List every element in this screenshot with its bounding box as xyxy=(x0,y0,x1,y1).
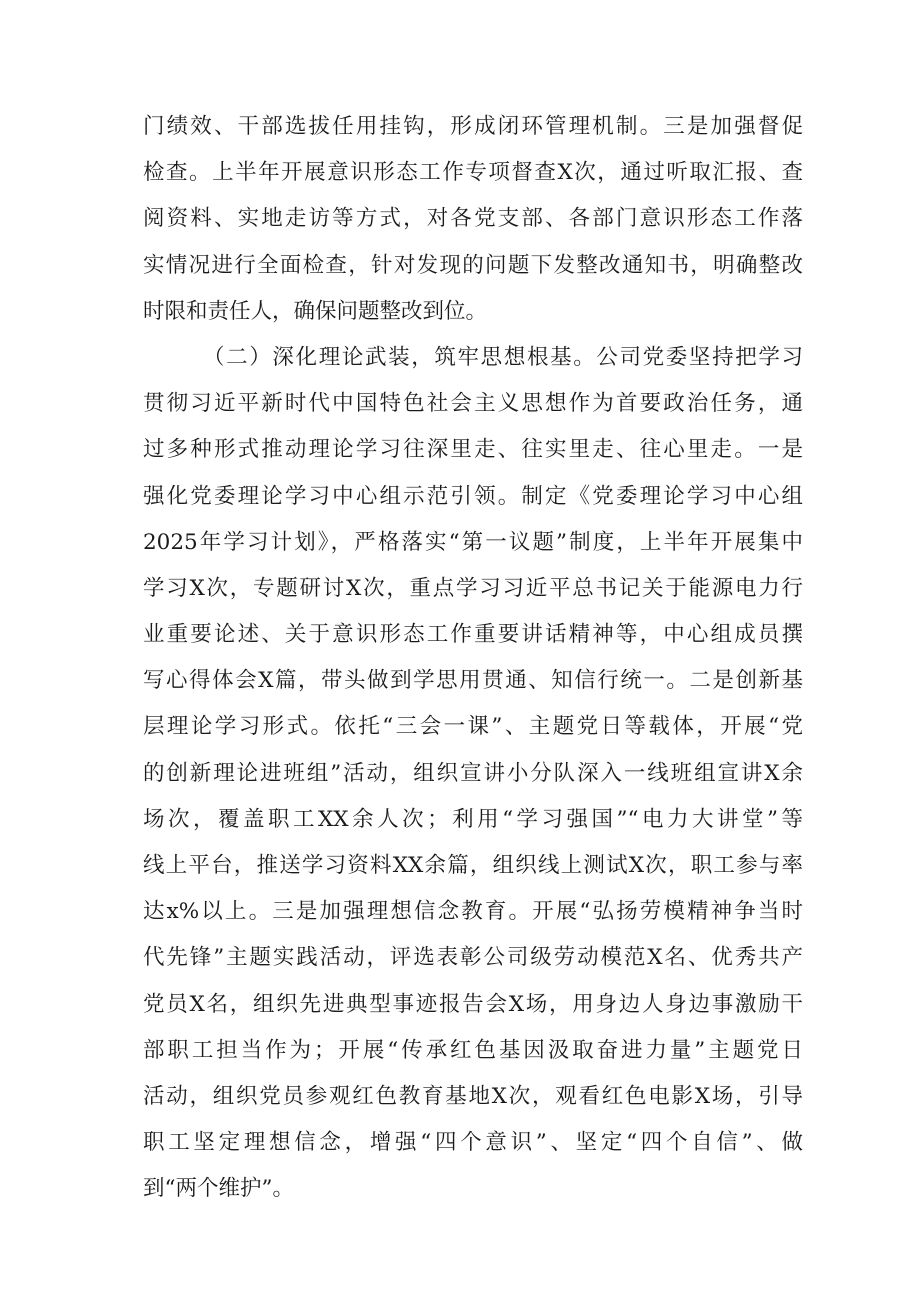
text-line: 过多种形式推动理论学习往深里走、往实里走、往心里走。一是 xyxy=(143,437,803,463)
text-line: 学习X次，专题研讨X次，重点学习习近平总书记关于能源电力行 xyxy=(143,575,803,601)
text-line: 时限和责任人，确保问题整改到位。 xyxy=(143,298,488,324)
text-line: 部职工担当作为；开展“传承红色基因汲取奋进力量”主题党日 xyxy=(143,1037,803,1063)
text-line: 业重要论述、关于意识形态工作重要讲话精神等，中心组成员撰 xyxy=(143,622,803,648)
text-line: 代先锋”主题实践活动，评选表彰公司级劳动模范X名、优秀共产 xyxy=(143,945,803,971)
section-heading-line: （二）深化理论武装，筑牢思想根基。公司党委坚持把学习 xyxy=(203,344,803,370)
text-line: 实情况进行全面检查，针对发现的问题下发整改通知书，明确整改 xyxy=(143,252,803,278)
text-line: 达x%以上。三是加强理想信念教育。开展“弘扬劳模精神争当时 xyxy=(143,899,803,925)
text-line: 强化党委理论学习中心组示范引领。制定《党委理论学习中心组 xyxy=(143,483,803,509)
text-line: 写心得体会X篇，带头做到学思用贯通、知信行统一。二是创新基 xyxy=(143,668,803,694)
text-line: 的创新理论进班组”活动，组织宣讲小分队深入一线班组宣讲X余 xyxy=(143,760,803,786)
text-line: 职工坚定理想信念，增强“四个意识”、坚定“四个自信”、做 xyxy=(143,1130,803,1156)
document-body xyxy=(143,104,803,1213)
text-line: 场次，覆盖职工XX余人次；利用“学习强国”“电力大讲堂”等 xyxy=(143,806,803,832)
paragraph-1 xyxy=(143,104,803,335)
text-line: 贯彻习近平新时代中国特色社会主义思想作为首要政治任务，通 xyxy=(143,391,803,417)
text-line: 到“两个维护”。 xyxy=(143,1176,294,1202)
text-line: 活动，组织党员参观红色教育基地X次，观看红色电影X场，引导 xyxy=(143,1083,803,1109)
text-line: 党员X名，组织先进典型事迹报告会X场，用身边人身边事激励干 xyxy=(143,991,803,1017)
text-line: 层理论学习形式。依托“三会一课”、主题党日等载体，开展“党 xyxy=(143,714,803,740)
text-line: 2025年学习计划》，严格落实“第一议题”制度，上半年开展集中 xyxy=(143,529,803,555)
text-line: 线上平台，推送学习资料XX余篇，组织线上测试X次，职工参与率 xyxy=(143,853,803,878)
text-line: 门绩效、干部选拔任用挂钩，形成闭环管理机制。三是加强督促 xyxy=(143,114,803,139)
text-line: 检查。上半年开展意识形态工作专项督查X次，通过听取汇报、查 xyxy=(143,160,803,186)
paragraph-2 xyxy=(143,335,803,1213)
text-line: 阅资料、实地走访等方式，对各党支部、各部门意识形态工作落 xyxy=(143,206,803,232)
